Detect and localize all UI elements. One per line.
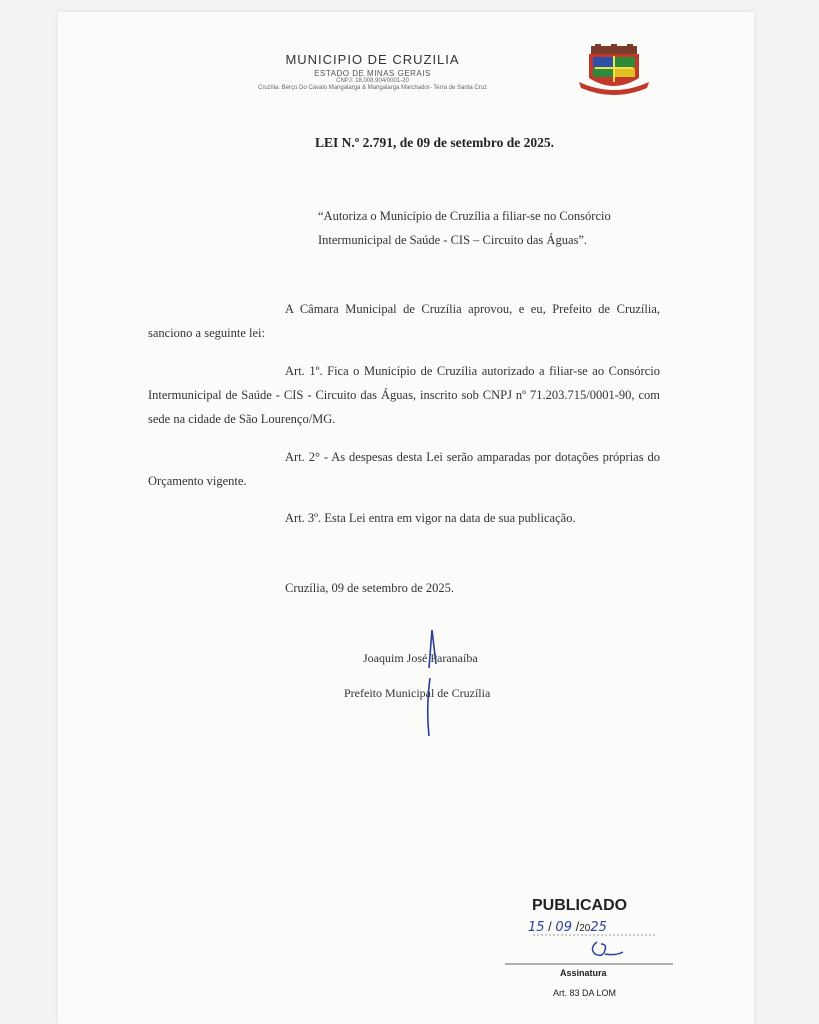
article-3: Art. 3º. Esta Lei entra em vigor na data de sua publicação.	[285, 511, 576, 525]
stamp-signature	[505, 928, 680, 968]
signer-name: Joaquim José Paranaíba	[363, 651, 478, 665]
law-summary: “Autoriza o Município de Cruzília a filiar-se no Consórcio Intermunicipal de Saúde - CIS – Circuito das Águas”.	[318, 209, 611, 247]
stamp-signature-label: Assinatura	[560, 968, 607, 978]
place-and-date: Cruzília, 09 de setembro de 2025.	[285, 581, 455, 595]
coat-of-arms-icon	[577, 44, 651, 96]
article-1: Art. 1º. Fica o Município de Cruzília autorizado a filiar-se ao Consórcio Intermunicipal de Saúde - CIS - Circuito das Águas, inscrito sob CNPJ nº 71.203.715/0001-90, com sede na cidade de São Lourenço/MG.	[148, 364, 660, 426]
stamp-day: 15	[528, 920, 545, 935]
municipality-name: MUNICIPIO DE CRUZILIA	[285, 52, 460, 67]
handwritten-signature-mark	[415, 628, 445, 738]
municipality-cnpj: CNPJ: 18.008.904/0001-20	[336, 78, 409, 84]
law-title: LEI N.º 2.791, de 09 de setembro de 2025.	[315, 135, 554, 150]
stamp-date: 15 / 09 /2025	[528, 919, 607, 935]
preamble: A Câmara Municipal de Cruzília aprovou, e eu, Prefeito de Cruzília, sanciono a seguinte lei:	[148, 302, 660, 340]
stamp-year-suffix: 25	[590, 920, 607, 935]
stamp-label: PUBLICADO	[532, 897, 628, 914]
article-2: Art. 2° - As despesas desta Lei serão amparadas por dotações próprias do Orçamento vigente.	[148, 450, 660, 488]
state-name: ESTADO DE MINAS GERAIS	[314, 69, 431, 78]
signer-role: Prefeito Municipal de Cruzília	[344, 686, 491, 700]
stamp-article: Art. 83 DA LOM	[553, 988, 617, 998]
municipality-motto: Cruzília: Berço Do Cavalo Mangalarga & Mangalarga Marchador- Terra de Santa Cruz	[258, 85, 487, 91]
stamp-year-prefix: 20	[579, 923, 591, 934]
stamp-month: 09	[555, 920, 572, 935]
